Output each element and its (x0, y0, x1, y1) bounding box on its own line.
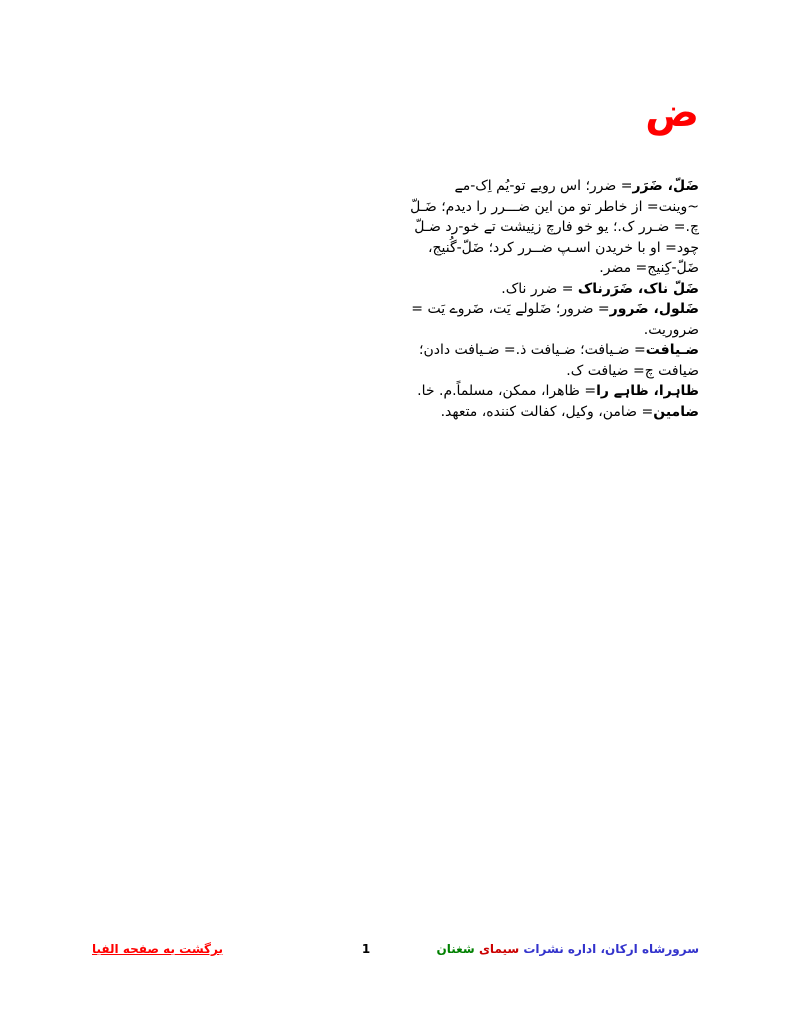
entry-headword: ضامین (653, 403, 699, 420)
entry-headword: ضَلّ ناک، ضَرَرناک (577, 280, 699, 297)
entry-definition: = ضرور؛ ضَلولے یَت، ضَروے یَت = ضروریت. (411, 301, 699, 338)
back-to-alphabet-link[interactable]: برگشت به صفحه الفبا (92, 942, 223, 956)
entry-headword: ضَلول، ضَرور (609, 301, 699, 317)
entry-definition: = ضـیافت؛ ضـیافت ذ.= ضـیافت دادن؛ ضیافت چ= ضیافت ک. (419, 342, 699, 379)
dictionary-entry (409, 176, 699, 279)
page-number: 1 (361, 942, 371, 956)
footer-publisher: سیمای (478, 942, 520, 956)
entry-definition: = ظاهرا، ممکن، مسلماً.م. خا. (417, 383, 597, 399)
dictionary-entry (409, 340, 699, 381)
dictionary-entry (409, 279, 699, 300)
entry-definition: = ضرر؛ اس رویے تو-یُم اِک-مے ~وینت= از خاطر تو من این ضـــرر را دیدم؛ ضَـلّ چ.= ضـرر ک.؛ یو خو فارچ زنِیشت تے خو-رد ضـلّ چود= او با خریدن اسـپ ضــرر کرد؛ ضَلّ-گُنیج، ضَلّ-کِنیج= مضر. (410, 178, 699, 276)
footer-institution: اداره نشرات (523, 942, 597, 956)
entry-headword: ضـیافت (645, 342, 699, 358)
entry-definition: = ضامن، وکیل، کفالت کننده، متعهد. (440, 403, 654, 420)
entry-headword: ضَلّ، ضَرَر (632, 178, 699, 194)
dictionary-entry (409, 402, 699, 423)
entry-headword: ظاہرا، ظاہے را (596, 383, 699, 399)
entry-definition: = ضرر ناک. (501, 280, 578, 297)
page-footer (0, 942, 791, 962)
footer-author: سرورشاه ارکان، (600, 942, 699, 956)
letter-heading: ض (645, 90, 699, 136)
dictionary-entries (409, 176, 699, 422)
footer-place: شغنان (436, 942, 475, 956)
dictionary-entry (409, 299, 699, 340)
dictionary-entry (409, 381, 699, 402)
